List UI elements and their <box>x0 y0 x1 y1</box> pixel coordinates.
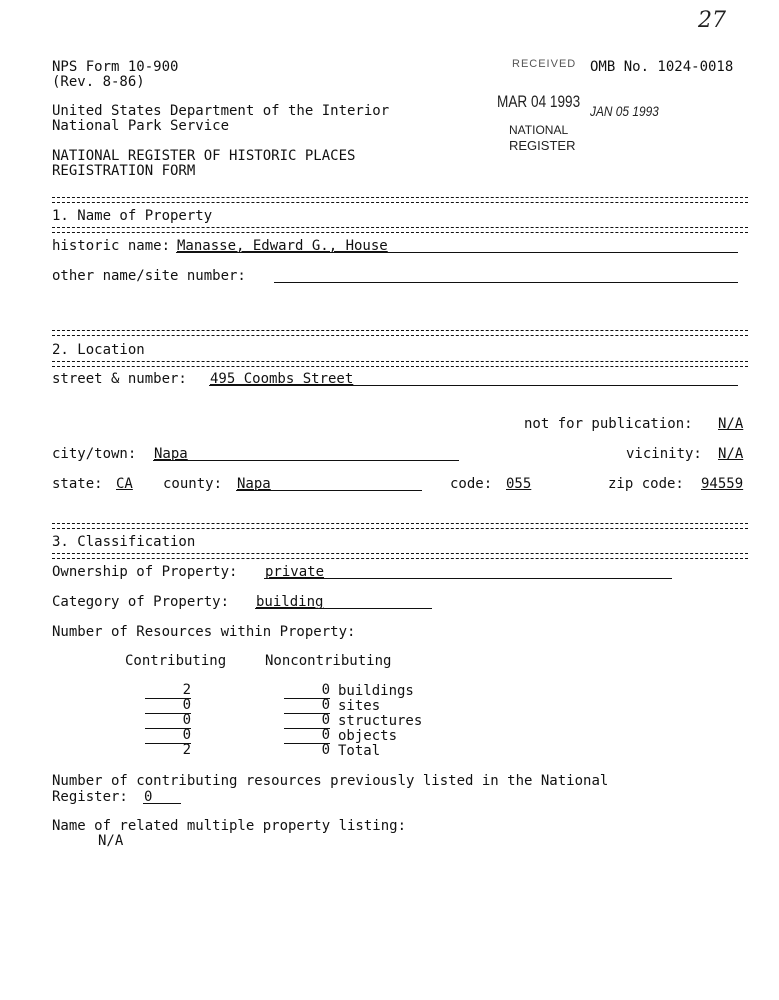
section-2-heading: 2. Location <box>52 342 145 358</box>
contributing-column-header: Contributing <box>125 653 227 669</box>
category-label: Category of Property: <box>52 594 230 610</box>
not-for-publication-value: N/A <box>718 416 744 432</box>
stamp-date-1: MAR 04 1993 <box>497 92 581 111</box>
noncontributing-column-header: Noncontributing <box>265 653 392 669</box>
vicinity-label: vicinity: <box>626 446 702 462</box>
department: United States Department of the Interior <box>52 103 390 119</box>
noncontributing-total: 0 <box>321 742 330 758</box>
street-value: 495 Coombs Street <box>210 371 354 387</box>
ownership-field <box>264 564 672 579</box>
city-label: city/town: <box>52 446 137 462</box>
received-stamp: RECEIVED <box>512 58 577 70</box>
county-code-label: code: <box>450 476 493 492</box>
vicinity-value: N/A <box>718 446 744 462</box>
multiple-property-label: Name of related multiple property listing: <box>52 818 407 834</box>
section-1-heading: 1. Name of Property <box>52 208 213 224</box>
resource-total-label: Total <box>338 743 381 759</box>
noncontributing-count: 0 <box>284 698 330 714</box>
stamp-date-2: JAN 05 1993 <box>590 103 659 119</box>
section-divider <box>52 553 748 559</box>
contributing-count: 0 <box>145 713 191 729</box>
noncontributing-count: 0 <box>284 713 330 729</box>
section-divider <box>52 361 748 367</box>
section-3-heading: 3. Classification <box>52 534 196 550</box>
contributing-count: 2 <box>145 683 191 699</box>
other-name-field <box>274 268 738 283</box>
section-divider <box>52 197 748 203</box>
zip-code-label: zip code: <box>608 476 684 492</box>
historic-name-label: historic name: <box>52 238 171 254</box>
form-id: NPS Form 10-900 <box>52 59 179 75</box>
city-value: Napa <box>154 446 188 462</box>
multiple-property-value: N/A <box>98 833 124 849</box>
resource-type-label: objects <box>338 728 398 744</box>
resource-type-label: structures <box>338 713 423 729</box>
section-divider <box>52 523 748 529</box>
resource-type-label: sites <box>338 698 381 714</box>
historic-name-value: Manasse, Edward G., House <box>177 238 388 254</box>
other-name-label: other name/site number: <box>52 268 246 284</box>
city-field <box>153 446 459 461</box>
zip-code-value: 94559 <box>701 476 744 492</box>
section-divider <box>52 227 748 233</box>
register-title: NATIONAL REGISTER OF HISTORIC PLACES <box>52 148 356 164</box>
state-value: CA <box>116 476 133 492</box>
section-divider <box>52 330 748 336</box>
street-label: street & number: <box>52 371 187 387</box>
state-label: state: <box>52 476 103 492</box>
stamp-national: NATIONAL <box>509 123 569 137</box>
previously-listed-value: 0 <box>144 789 153 805</box>
stamp-register: REGISTER <box>509 138 576 153</box>
ownership-label: Ownership of Property: <box>52 564 238 580</box>
handwritten-page-number: 27 <box>698 8 726 33</box>
previously-listed-label: Number of contributing resources previously listed in the National <box>52 773 609 789</box>
not-for-publication-label: not for publication: <box>524 416 693 432</box>
resource-type-label: buildings <box>338 683 414 699</box>
category-value: building <box>256 594 324 610</box>
noncontributing-count: 0 <box>284 728 330 744</box>
contributing-count: 0 <box>145 698 191 714</box>
form-revision: (Rev. 8-86) <box>52 74 145 90</box>
omb-number: OMB No. 1024-0018 <box>590 59 734 75</box>
county-code-value: 055 <box>506 476 532 492</box>
resources-label: Number of Resources within Property: <box>52 624 356 640</box>
agency: National Park Service <box>52 118 230 134</box>
county-label: county: <box>163 476 223 492</box>
form-title: REGISTRATION FORM <box>52 163 196 179</box>
ownership-value: private <box>265 564 325 580</box>
county-value: Napa <box>237 476 271 492</box>
noncontributing-count: 0 <box>284 683 330 699</box>
contributing-total: 2 <box>182 742 191 758</box>
register-label: Register: <box>52 789 128 805</box>
contributing-count: 0 <box>145 728 191 744</box>
